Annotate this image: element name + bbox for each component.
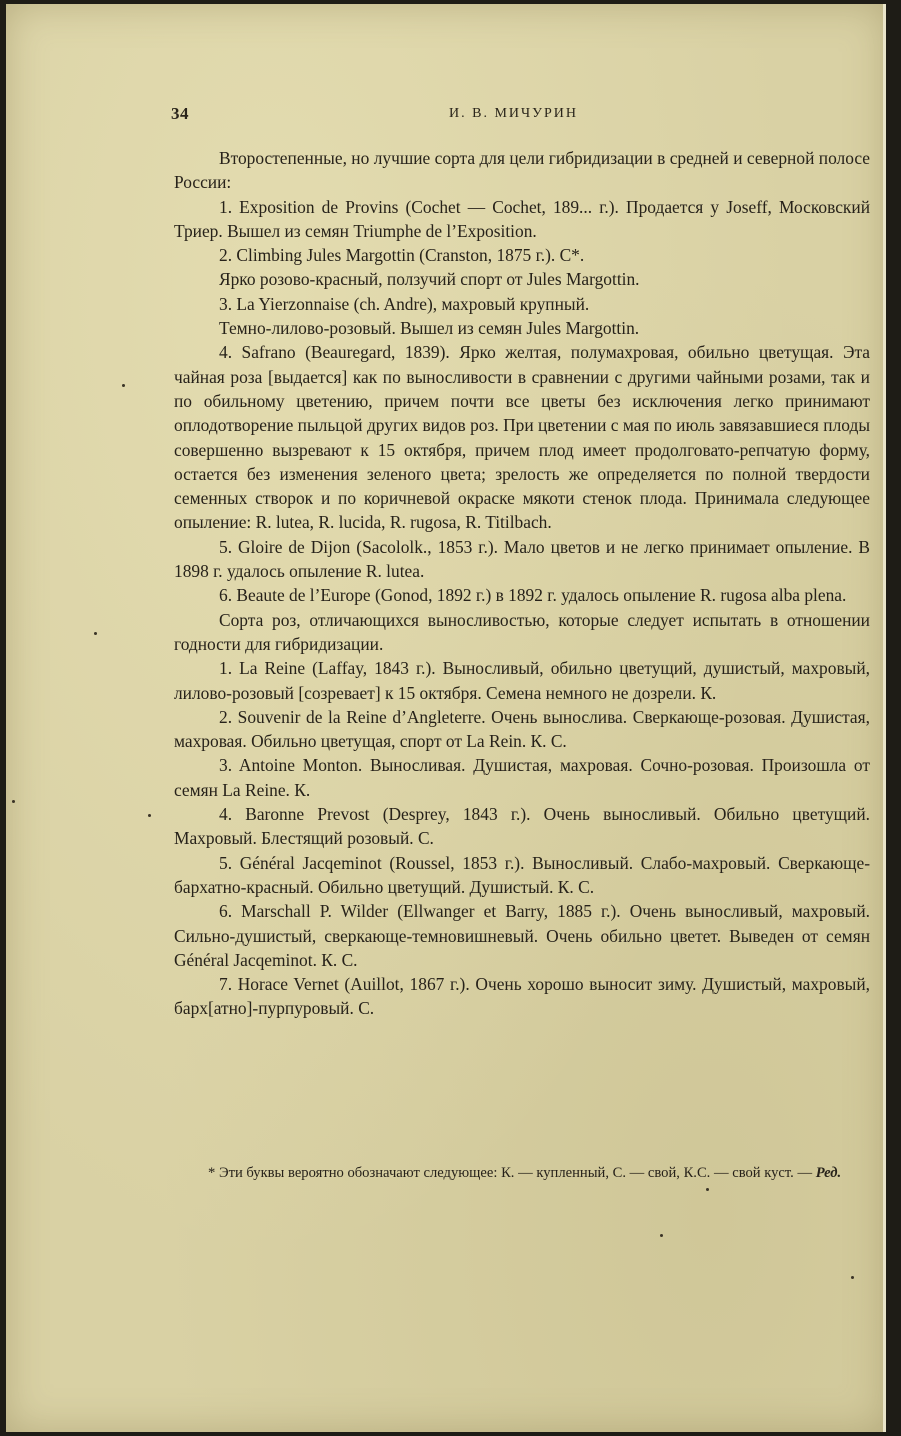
speck-mark xyxy=(851,1276,854,1279)
paragraph-item: 4. Safrano (Beauregard, 1839). Ярко желтая, полумахровая, обильно цветущая. Эта чайная роза [выдается] как по выносливости в сравнении с другими чайными розами, так и по обильному цветению, причем почти все цветы без исключения легко принимают оплодотворение пыльцой других видов роз. При цветении с мая по июль завязавшиеся плоды совершенно вызревают к 15 октября, причем плод имеет продолговато-репчатую форму, остается без изменения зеленого цвета; зрелость же определяется по полной твердости семенных створок и по коричневой окраске мякоти стенок плода. Принимала следующее опыление: R. lutea, R. lucida, R. rugosa, R. Titilbach. xyxy=(174,342,870,533)
speck-mark xyxy=(12,800,15,803)
paragraph-item: Ярко розово-красный, ползучий спорт от Jules Margottin. xyxy=(219,269,640,290)
paragraph-item: 3. Antoine Monton. Выносливая. Душистая, махровая. Сочно-розовая. Произошла от семян La Reine. К. xyxy=(174,755,870,800)
footnote-text: * Эти буквы вероятно обозначают следующее: К. — купленный, С. — свой, К.С. — свой куст. — xyxy=(208,1165,813,1181)
speck-mark xyxy=(94,632,97,635)
paragraph-item: 5. Général Jacqeminot (Roussel, 1853 г.). Выносливый. Слабо-махровый. Сверкающе-бархатно-красный. Обильно цветущий. Душистый. К. С. xyxy=(174,852,870,897)
paragraph-item: 1. Exposition de Provins (Cochet — Cochet, 189... г.). Продается у Joseff, Московский Триер. Вышел из семян Triumphe de l’Exposition. xyxy=(174,196,870,241)
paragraph-item: 1. La Reine (Laffay, 1843 г.). Выносливый, обильно цветущий, душистый, махровый, лилово-розовый [созревает] к 15 октября. Семена немного не дозрели. К. xyxy=(174,658,870,703)
book-page xyxy=(6,4,886,1432)
footnote xyxy=(174,1163,870,1183)
page-number: 34 xyxy=(171,104,189,123)
page-edge xyxy=(883,4,886,1432)
running-head: И. В. МИЧУРИН xyxy=(449,106,579,121)
paragraph-item: 6. Beaute de l’Europe (Gonod, 1892 г.) в 1892 г. удалось опыление R. rugosa alba plena. xyxy=(219,585,847,606)
footnote-paragraph xyxy=(174,1163,870,1183)
paragraph-section-intro: Сорта роз, отличающихся выносливостью, которые следует испытать в отношении годности для гибридизации. xyxy=(174,609,870,654)
body-text xyxy=(174,146,870,1021)
paragraph-item: 5. Gloire de Dijon (Sacololk., 1853 г.). Мало цветов и не легко принимает опыление. В 1898 г. удалось опыление R. lutea. xyxy=(174,536,870,582)
speck-mark xyxy=(148,814,151,817)
speck-mark xyxy=(706,1188,709,1191)
paragraph-item: 3. La Yierzonnaise (ch. Andre), махровый крупный. xyxy=(219,293,590,314)
paragraph-item: 7. Horace Vernet (Auillot, 1867 г.). Очень хорошо выносит зиму. Душистый, махровый, барх[атно]-пурпуровый. С. xyxy=(174,974,870,1019)
paragraph-item: 4. Baronne Prevost (Desprey, 1843 г.). Очень выносливый. Обильно цветущий. Махровый. Блестящий розовый. С. xyxy=(174,804,870,849)
paragraph-item: 2. Souvenir de la Reine d’Angleterre. Очень вынослива. Сверкающе-розовая. Душистая, махровая. Обильно цветущая, спорт от La Rein. К. С. xyxy=(174,706,870,752)
paragraph-intro: Второстепенные, но лучшие сорта для цели гибридизации в средней и северной полосе России: xyxy=(174,148,870,193)
speck-mark xyxy=(660,1234,663,1237)
page-header xyxy=(171,104,871,128)
speck-mark xyxy=(122,384,125,387)
footnote-editor-mark: Ред. xyxy=(815,1165,842,1181)
paragraph-item: 6. Marschall P. Wilder (Ellwanger et Barry, 1885 г.). Очень выносливый, махровый. Сильно-душистый, сверкающе-темновишневый. Очень обильно цветет. Выведен от семян Général Jacqeminot. К. С. xyxy=(174,901,870,970)
paragraph-item: 2. Climbing Jules Margottin (Cranston, 1875 г.). С*. xyxy=(219,245,585,266)
paragraph-item: Темно-лилово-розовый. Вышел из семян Jules Margottin. xyxy=(219,318,640,339)
